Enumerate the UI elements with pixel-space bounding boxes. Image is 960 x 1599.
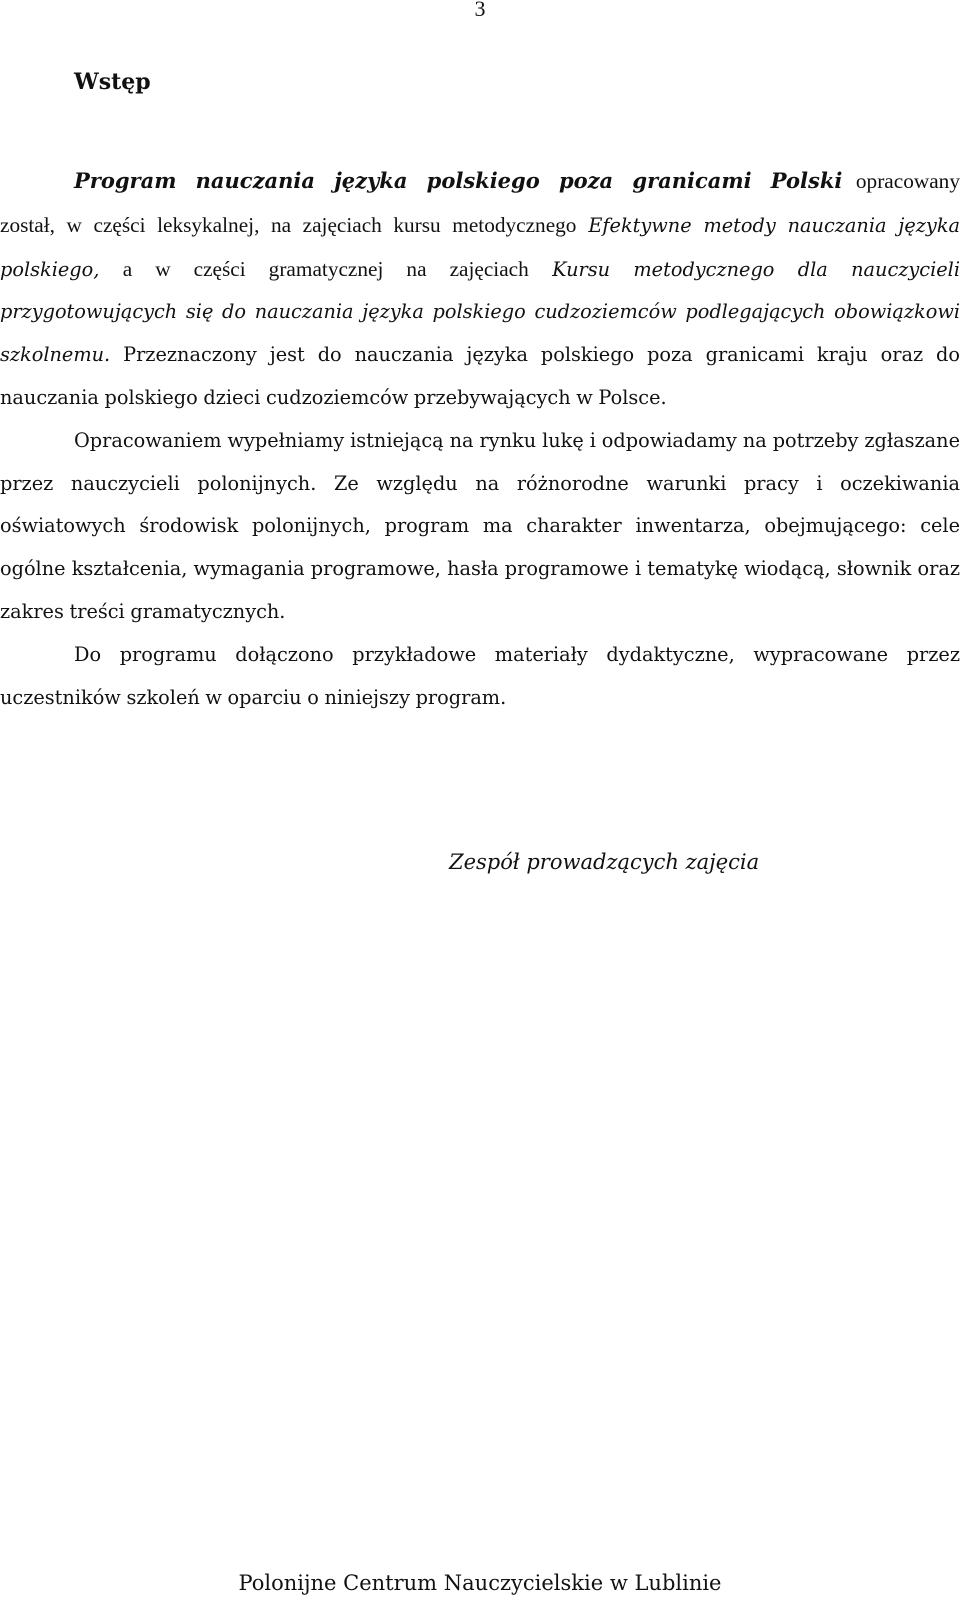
intro-text-b: a w części gramatycznej na zajęciach	[122, 256, 529, 281]
signature: Zespół prowadzących zajęcia	[449, 850, 760, 874]
section-heading: Wstęp	[74, 69, 151, 95]
page-footer: Polonijne Centrum Nauczycielskie w Lublinie	[238, 1571, 722, 1595]
course-name-kurs: Kursu metodycznego dla nauczycieli przygotowujących się do nauczania języka polskiego cudzoziemców podlegających obowiązkowi szkolnemu.	[0, 257, 960, 367]
intro-text-c: Przeznaczony jest do nauczania języka polskiego poza granicami kraju oraz do nauczania polskiego dzieci cudzoziemców przebywających w Polsce.	[0, 343, 960, 409]
page-number: 3	[474, 0, 486, 21]
paragraph-intro	[0, 160, 960, 420]
program-title: Program nauczania języka polskiego poza granicami Polski	[74, 168, 843, 193]
paragraph-scope: Opracowaniem wypełniamy istniejącą na rynku lukę i odpowiadamy na potrzeby zgłaszane przez nauczycieli polonijnych. Ze względu na różnorodne warunki pracy i oczekiwania oświatowych środowisk polonijnych, program ma charakter inwentarza, obejmującego: cele ogólne kształcenia, wymagania programowe, hasła programowe i tematykę wiodącą, słownik oraz zakres treści gramatycznych.	[0, 428, 960, 623]
course-name-efektywne: Efektywne metody nauczania języka polskiego,	[0, 213, 960, 281]
document-body	[0, 160, 960, 719]
intro-text-a: opracowany został, w części leksykalnej, na zajęciach kursu metodycznego	[0, 169, 960, 237]
paragraph-materials: Do programu dołączono przykładowe materiały dydaktyczne, wypracowane przez uczestników szkoleń w oparciu o niniejszy program.	[0, 642, 960, 709]
